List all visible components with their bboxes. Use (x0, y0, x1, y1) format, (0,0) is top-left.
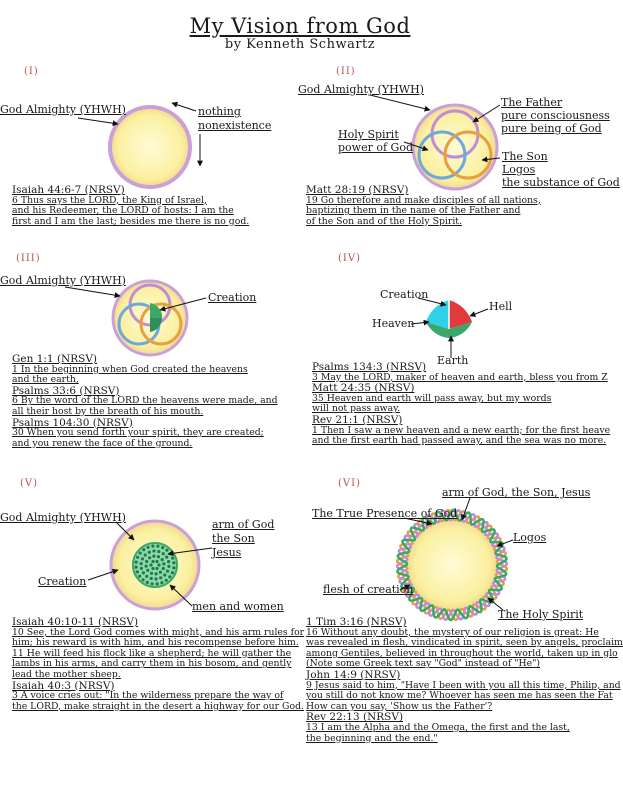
verse-line: of the Son and of the Holy Spirit. (306, 215, 462, 227)
label-the-father: The Father (501, 96, 563, 109)
label-men-and-women: men and women (192, 600, 284, 613)
person-dot (142, 571, 145, 574)
label-jesus: Jesus (212, 546, 242, 559)
person-dot (141, 557, 144, 560)
person-dot (151, 560, 154, 563)
verse-line: 10 See, the Lord God comes with might, and his arm rules for (12, 626, 305, 638)
person-dot (142, 548, 145, 551)
person-dot (172, 566, 175, 569)
person-dot (172, 561, 175, 564)
verse-reference: Gen 1:1 (NRSV) (12, 353, 97, 365)
person-dot (155, 572, 158, 575)
person-dot (146, 581, 149, 584)
verse-reference: Psalms 134:3 (NRSV) (312, 361, 427, 373)
person-dot (163, 573, 166, 576)
verse-reference: Psalms 33:6 (NRSV) (12, 384, 120, 397)
verse-line: all their host by the breath of his mouth. (12, 405, 204, 417)
verse-line: (Note some Greek text say "God" instead of "He") (306, 658, 541, 670)
person-dot (168, 575, 171, 578)
label-heaven: Heaven (372, 317, 415, 330)
person-dot (147, 546, 150, 549)
label-nonexistence: nonexistence (198, 119, 272, 132)
person-dot (162, 552, 165, 555)
verse-line: 3 May the LORD, maker of heaven and earth, bless you from Z (312, 371, 608, 383)
verse-reference: Isaiah 44:6-7 (NRSV) (12, 184, 125, 196)
label-arm-of-god: arm of God (212, 518, 275, 531)
verse-block-5 (12, 617, 304, 712)
verse-line: and his Redeemer, the LORD of hosts: I am the (12, 205, 234, 217)
person-dot (159, 576, 162, 579)
arrow-god-1 (78, 118, 118, 124)
person-dot (150, 572, 153, 575)
numeral-1: (I) (24, 66, 39, 77)
person-dot (136, 556, 139, 559)
verse-line: 6 Thus says the LORD, the King of Israel, (12, 194, 207, 206)
label-flesh-of-creation: flesh of creation (323, 583, 414, 596)
verse-line: 1 In the beginning when God created the heavens (12, 363, 248, 375)
person-dot (144, 553, 147, 556)
label-substance-of-god: the substance of God (502, 176, 620, 189)
label-arm-son-jesus: arm of God, the Son, Jesus (442, 486, 591, 499)
person-dot (154, 577, 157, 580)
verse-block-2 (306, 185, 541, 227)
person-dot (166, 570, 169, 573)
person-dot (135, 561, 138, 564)
author-byline: by Kenneth Schwartz (224, 37, 376, 52)
verse-line: How can you say, 'Show us the Father'? (306, 700, 493, 712)
person-dot (161, 558, 164, 561)
verse-line: 3 A voice cries out: "In the wilderness prepare the way of (12, 690, 284, 702)
person-dot (156, 545, 159, 548)
label-holy-spirit: Holy Spirit (338, 128, 399, 141)
label-the-son: The Son (502, 150, 548, 163)
label-creation-4: Creation (380, 288, 429, 301)
verse-block-6 (306, 617, 623, 744)
label-god-almighty-2: God Almighty (YHWH) (298, 83, 424, 96)
verse-line: was revealed in flesh, vindicated in spirit, seen by angels, proclaim (306, 637, 623, 649)
numeral-2: (II) (336, 66, 356, 77)
person-dot (138, 575, 141, 578)
person-dot (165, 549, 168, 552)
label-true-presence: The True Presence of God (312, 507, 458, 520)
numeral-4: (IV) (338, 253, 361, 264)
label-logos: Logos (502, 163, 536, 176)
person-dot (142, 578, 145, 581)
verse-line: baptizing them in the name of the Father and (306, 205, 521, 217)
person-dot (136, 570, 139, 573)
person-dot (151, 582, 154, 585)
verse-block-4 (312, 362, 610, 447)
person-dot (162, 562, 165, 565)
verse-line: 35 Heaven and earth will pass away, but my words (312, 392, 552, 404)
verse-reference: Isaiah 40:3 (NRSV) (12, 679, 115, 692)
arrow-nothing (172, 103, 196, 111)
label-earth: Earth (437, 354, 469, 367)
person-dot (165, 556, 168, 559)
creation-wedge-panel-4 (426, 300, 472, 338)
verse-reference: Rev 22:13 (NRSV) (306, 711, 404, 724)
person-dot (156, 582, 159, 585)
numeral-5: (V) (20, 478, 39, 489)
person-dot (151, 545, 154, 548)
verse-block-3 (12, 354, 278, 449)
label-god-almighty-1: God Almighty (YHWH) (0, 103, 126, 116)
person-dot (145, 565, 148, 568)
person-dot (145, 560, 148, 563)
verse-line: 13 I am the Alpha and the Omega, the first and the last, (306, 721, 570, 733)
verse-line: 6 By the word of the LORD the heavens were made, and (12, 395, 278, 407)
verse-line: the beginning and the end." (306, 732, 438, 744)
verse-line: 9 Jesus said to him, "Have I been with you all this time, Philip, and (306, 679, 621, 691)
person-dot (161, 546, 164, 549)
label-logos-6: Logos (513, 531, 547, 544)
true-presence-panel-6 (397, 510, 507, 620)
creation-sphere-panel-3 (113, 281, 187, 355)
person-dot (140, 567, 143, 570)
verse-reference: Matt 28:19 (NRSV) (306, 184, 409, 196)
person-dot (167, 560, 170, 563)
verse-line: will not pass away. (312, 403, 401, 415)
person-dot (146, 569, 149, 572)
label-holy-spirit-6: The Holy Spirit (498, 608, 584, 621)
verse-line: lead the mother sheep. (12, 668, 121, 680)
person-dot (148, 551, 151, 554)
verse-line: and the earth, (12, 374, 79, 386)
person-dot (171, 571, 174, 574)
person-dot (155, 567, 158, 570)
label-creation-3: Creation (208, 291, 257, 304)
person-dot (162, 567, 165, 570)
verse-line: first and I am the last; besides me there is no god. (12, 215, 250, 227)
person-dot (159, 571, 162, 574)
verse-reference: John 14:9 (NRSV) (306, 668, 401, 681)
person-dot (171, 557, 174, 560)
person-dot (140, 562, 143, 565)
verse-reference: Isaiah 40:10-11 (NRSV) (12, 616, 139, 628)
label-creation-5: Creation (38, 575, 87, 588)
label-power-of-god: power of God (338, 141, 413, 154)
verse-reference: 1 Tim 3:16 (NRSV) (306, 616, 407, 628)
person-dot (157, 550, 160, 553)
verse-line: among Gentiles, believed in throughout the world, taken up in glo (306, 647, 618, 659)
verse-reference: Rev 21:1 (NRSV) (312, 413, 403, 426)
label-the-son-5: the Son (212, 532, 255, 545)
person-dot (152, 549, 155, 552)
arm-of-god-sphere-panel-5 (111, 521, 199, 609)
person-dot (157, 555, 160, 558)
label-nothing: nothing (198, 105, 241, 118)
verse-line: lambs in his arms, and carry them in his bosom, and gently (12, 658, 292, 670)
person-dot (135, 566, 138, 569)
person-dot (148, 556, 151, 559)
person-dot (152, 555, 155, 558)
person-dot (167, 565, 170, 568)
verse-line: the LORD, make straight in the desert a highway for our God. (12, 700, 304, 712)
person-dot (150, 577, 153, 580)
label-hell: Hell (489, 300, 513, 313)
verse-line: you still do not know me? Whoever has seen me has seen the Fat (306, 690, 613, 702)
verse-line: him; his reward is with him, and his recompense before him. (12, 637, 299, 649)
label-god-almighty-3: God Almighty (YHWH) (0, 274, 126, 287)
person-dot (155, 560, 158, 563)
verse-line: 11 He will feed his flock like a shepherd; he will gather the (12, 647, 292, 659)
verse-line: 16 Without any doubt, the mystery of our religion is great: He (306, 626, 599, 638)
sphere-god-panel-1 (110, 107, 190, 187)
person-dot (160, 581, 163, 584)
verse-line: and the first earth had passed away, and the sea was no more. (312, 435, 607, 447)
numeral-6: (VI) (338, 478, 361, 489)
numeral-3: (III) (16, 253, 41, 264)
label-god-almighty-5: God Almighty (YHWH) (0, 511, 126, 524)
person-dot (149, 563, 152, 566)
verse-line: 1 Then I saw a new heaven and a new earth; for the first heave (312, 424, 611, 436)
person-dot (165, 579, 168, 582)
person-dot (145, 575, 148, 578)
trinity-sphere-panel-2 (413, 105, 497, 189)
verse-line: and you renew the face of the ground. (12, 437, 193, 449)
verse-line: 30 When you send forth your spirit, they are created; (12, 427, 264, 439)
person-dot (151, 567, 154, 570)
person-dot (139, 552, 142, 555)
verse-line: 19 Go therefore and make disciples of all nations, (306, 194, 541, 206)
verse-reference: Matt 24:35 (NRSV) (312, 382, 415, 395)
label-pure-being: pure being of God (501, 122, 602, 135)
page-title: My Vision from God (189, 14, 411, 38)
verse-reference: Psalms 104:30 (NRSV) (12, 416, 133, 429)
verse-block-1 (12, 185, 249, 227)
person-dot (157, 563, 160, 566)
label-pure-consciousness: pure consciousness (501, 109, 610, 122)
